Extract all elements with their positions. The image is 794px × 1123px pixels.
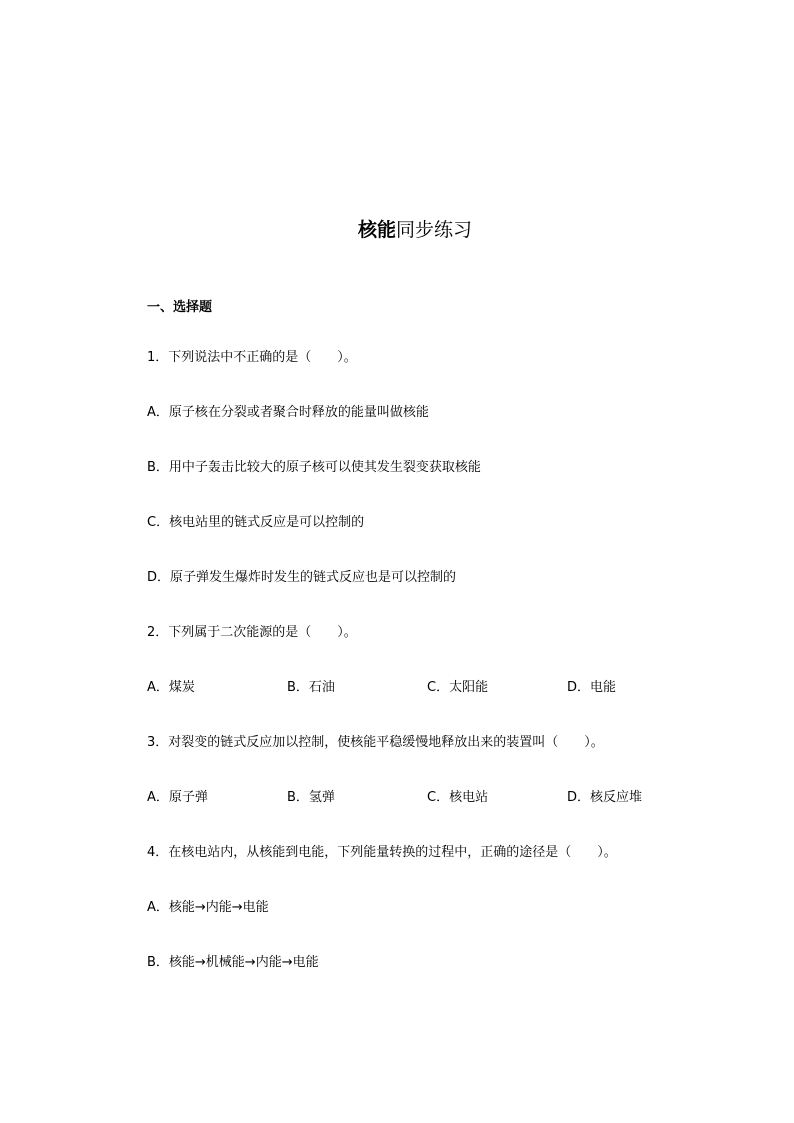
question-2-option-a: A．煤炭 [147, 680, 195, 695]
title-bold-part: 核能 [357, 219, 396, 241]
question-4-option-b: B．核能→机械能→内能→电能 [147, 955, 319, 970]
question-1-option-c: C．核电站里的链式反应是可以控制的 [147, 515, 365, 530]
question-4-stem: 4．在核电站内，从核能到电能，下列能量转换的过程中，正确的途径是（ ）。 [147, 845, 617, 860]
page-title [0, 217, 794, 243]
question-1-stem: 1．下列说法中不正确的是（ ）。 [147, 350, 357, 365]
question-3-option-a: A．原子弹 [147, 790, 208, 805]
question-2-option-b: B．石油 [287, 680, 335, 695]
question-4-option-a: A．核能→内能→电能 [147, 900, 269, 915]
question-1-option-b: B．用中子轰击比较大的原子核可以使其发生裂变获取核能 [147, 460, 481, 475]
question-2-stem: 2．下列属于二次能源的是（ ）。 [147, 625, 357, 640]
question-3-option-b: B．氢弹 [287, 790, 335, 805]
question-1-option-a: A．原子核在分裂或者聚合时释放的能量叫做核能 [147, 405, 429, 420]
question-2-option-c: C．太阳能 [427, 680, 489, 695]
question-3-option-c: C．核电站 [427, 790, 489, 805]
question-3-option-d: D．核反应堆 [567, 790, 643, 805]
question-1-option-d: D．原子弹发生爆炸时发生的链式反应也是可以控制的 [147, 570, 457, 585]
section-heading: 一、选择题 [147, 300, 213, 315]
title-rest-part: 同步练习 [396, 219, 473, 241]
question-2-option-d: D．电能 [567, 680, 617, 695]
question-3-stem: 3．对裂变的链式反应加以控制，使核能平稳缓慢地释放出来的装置叫（ ）。 [147, 735, 604, 750]
